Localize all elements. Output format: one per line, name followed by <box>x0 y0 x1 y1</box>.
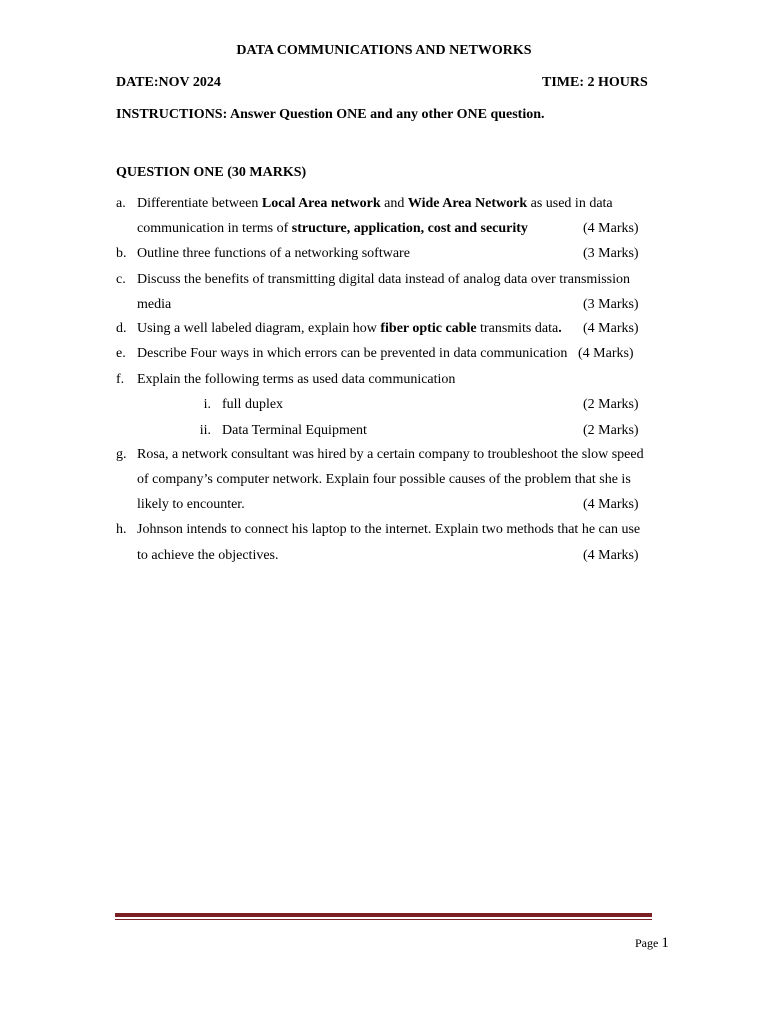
exam-time: TIME: 2 HOURS <box>542 75 648 90</box>
item-marks: (4 Marks) <box>583 497 639 512</box>
item-text: Explain the following terms as used data communication <box>137 372 456 387</box>
item-label: g. <box>116 447 127 462</box>
page-number: Page 1 <box>635 935 669 951</box>
item-text: Johnson intends to connect his laptop to the internet. Explain two methods that he can use <box>137 522 641 537</box>
item-marks: (4 Marks) <box>578 346 634 361</box>
item-marks: (4 Marks) <box>583 548 639 563</box>
instructions: INSTRUCTIONS: Answer Question ONE and any other ONE question. <box>116 107 545 122</box>
sub-item-number: i. <box>203 397 211 412</box>
item-marks: (2 Marks) <box>583 397 639 412</box>
item-label: h. <box>116 522 127 537</box>
sub-item-text: full duplex <box>222 397 284 412</box>
item-text: Differentiate between Local Area network and Wide Area Network as used in data <box>137 196 613 211</box>
item-label: c. <box>116 272 126 287</box>
item-text: likely to encounter. <box>137 497 245 512</box>
item-text: Rosa, a network consultant was hired by a certain company to troubleshoot the slow speed <box>137 447 644 462</box>
document-title: DATA COMMUNICATIONS AND NETWORKS <box>236 43 532 58</box>
item-marks: (3 Marks) <box>583 246 639 261</box>
item-marks: (3 Marks) <box>583 297 639 312</box>
item-text: Discuss the benefits of transmitting digital data instead of analog data over transmission <box>137 272 631 287</box>
item-marks: (4 Marks) <box>583 221 639 236</box>
sub-item-number: ii. <box>199 423 211 438</box>
sub-item-text: Data Terminal Equipment <box>222 423 367 438</box>
item-marks: (2 Marks) <box>583 423 639 438</box>
item-label: e. <box>116 346 126 361</box>
item-text: communication in terms of structure, application, cost and security <box>137 221 528 236</box>
item-marks: (4 Marks) <box>583 321 639 336</box>
item-text: Using a well labeled diagram, explain how fiber optic cable transmits data. <box>137 321 562 336</box>
item-label: b. <box>116 246 127 261</box>
item-label: f. <box>116 372 125 387</box>
footer-rule-thin <box>115 919 652 920</box>
item-text: media <box>137 297 172 312</box>
footer-rule <box>115 913 652 917</box>
item-label: d. <box>116 321 127 336</box>
item-text: Describe Four ways in which errors can be prevented in data communication <box>137 346 568 361</box>
item-text: Outline three functions of a networking software <box>137 246 410 261</box>
item-text: to achieve the objectives. <box>137 548 279 563</box>
item-text: of company’s computer network. Explain four possible causes of the problem that she is <box>137 472 631 487</box>
item-label: a. <box>116 196 126 211</box>
exam-date: DATE:NOV 2024 <box>116 75 221 90</box>
question-one-heading: QUESTION ONE (30 MARKS) <box>116 165 307 180</box>
